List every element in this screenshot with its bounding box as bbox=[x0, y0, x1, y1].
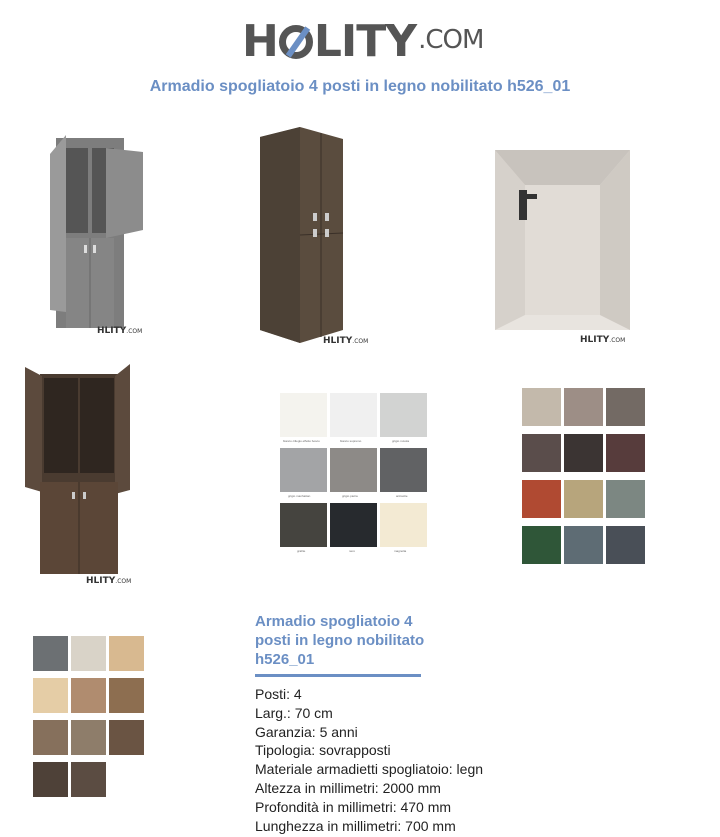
watermark: HLITY.COM bbox=[86, 576, 132, 586]
swatch[interactable] bbox=[522, 434, 561, 472]
product-image-open-dark[interactable] bbox=[22, 362, 132, 587]
watermark: HLITY.COM bbox=[323, 336, 369, 346]
spec-item: Posti: 4 bbox=[255, 686, 302, 702]
spec-item: Larg.: 70 cm bbox=[255, 704, 333, 721]
swatch[interactable] bbox=[71, 678, 106, 713]
product-image-closed-dark[interactable] bbox=[255, 125, 350, 345]
spec-item: Lunghezza in millimetri: 700 mm bbox=[255, 817, 456, 834]
swatch[interactable] bbox=[71, 720, 106, 755]
swatch[interactable] bbox=[330, 503, 377, 547]
swatch[interactable] bbox=[330, 448, 377, 492]
swatch[interactable] bbox=[33, 636, 68, 671]
swatch-caption: antracite bbox=[396, 494, 408, 498]
spec-item: Tipologia: sovrapposti bbox=[255, 742, 391, 759]
swatch[interactable] bbox=[380, 503, 427, 547]
swatch[interactable] bbox=[606, 388, 645, 426]
swatch-caption: nero bbox=[349, 549, 356, 553]
product-image-open-grey[interactable] bbox=[48, 130, 158, 345]
swatch[interactable] bbox=[71, 636, 106, 671]
swatch[interactable] bbox=[109, 636, 144, 671]
heading-divider bbox=[255, 674, 421, 677]
spec-item: Materiale armadietti spogliatoio: legn bbox=[255, 761, 484, 778]
spec-item: Altezza in millimetri: 2000 mm bbox=[255, 779, 441, 796]
swatch[interactable] bbox=[33, 762, 68, 797]
brand-logo[interactable] bbox=[242, 16, 484, 67]
swatch[interactable] bbox=[109, 720, 144, 755]
product-heading: Armadio spogliatoio 4 posti in legno nobilitato h526_01 bbox=[255, 613, 425, 668]
spec-list bbox=[255, 685, 483, 835]
swatch-caption: grigio nuvola bbox=[392, 439, 410, 443]
swatch[interactable] bbox=[522, 526, 561, 564]
page-title: Armadio spogliatoio 4 posti in legno nobilitato h526_01 bbox=[149, 78, 571, 95]
swatch[interactable] bbox=[564, 526, 603, 564]
swatch[interactable] bbox=[606, 526, 645, 564]
spec-item: Garanzia: 5 anni bbox=[255, 723, 358, 740]
swatch[interactable] bbox=[280, 448, 327, 492]
logo-wordmark: H LITY .COM bbox=[242, 16, 484, 67]
swatch[interactable] bbox=[564, 480, 603, 518]
swatch-caption: bianco supremo bbox=[340, 439, 362, 443]
swatch[interactable] bbox=[330, 393, 377, 437]
product-image-interior[interactable] bbox=[495, 150, 630, 330]
swatch[interactable] bbox=[606, 434, 645, 472]
swatch[interactable] bbox=[564, 434, 603, 472]
watermark: HLITY.COM bbox=[97, 326, 143, 336]
spec-item: Profondità in millimetri: 470 mm bbox=[255, 798, 452, 815]
swatch[interactable] bbox=[380, 393, 427, 437]
logo-o-icon bbox=[279, 25, 313, 59]
logo-domain: .COM bbox=[418, 25, 484, 55]
swatch[interactable] bbox=[522, 480, 561, 518]
watermark: HLITY.COM bbox=[580, 335, 626, 345]
swatch[interactable] bbox=[33, 678, 68, 713]
swatch[interactable] bbox=[280, 503, 327, 547]
swatch[interactable] bbox=[564, 388, 603, 426]
swatch-caption: grigio manhattan bbox=[288, 494, 311, 498]
swatch[interactable] bbox=[109, 678, 144, 713]
swatch-caption: bianco ciliegio effetto bosco bbox=[283, 439, 320, 443]
swatch[interactable] bbox=[522, 388, 561, 426]
swatch[interactable] bbox=[606, 480, 645, 518]
swatch[interactable] bbox=[71, 762, 106, 797]
swatch-caption: grigio pietra bbox=[342, 494, 358, 498]
swatch[interactable] bbox=[380, 448, 427, 492]
swatch[interactable] bbox=[33, 720, 68, 755]
swatch[interactable] bbox=[280, 393, 327, 437]
swatch-caption: magnolia bbox=[394, 549, 407, 553]
swatch-caption: grafite bbox=[297, 549, 306, 553]
